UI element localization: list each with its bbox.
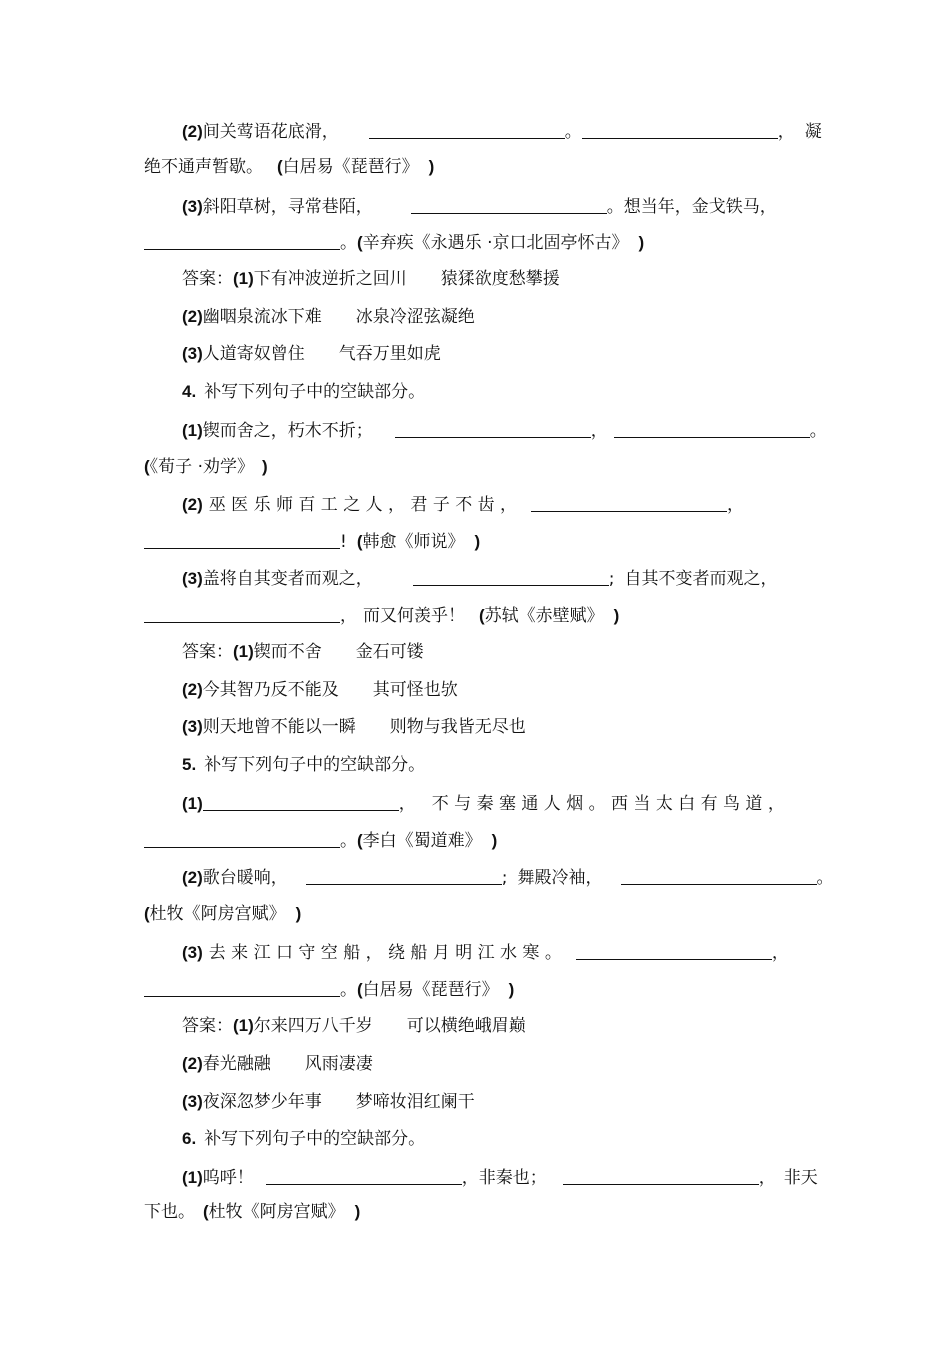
q3-answer-3 <box>144 342 844 366</box>
punct: ， <box>590 421 608 441</box>
paren: ) <box>261 457 268 476</box>
question-number: 5. <box>182 755 197 774</box>
fill-blank[interactable] <box>563 1167 759 1185</box>
punct: ， <box>777 122 795 142</box>
fill-blank[interactable] <box>144 531 340 549</box>
paren: ( <box>203 1202 209 1221</box>
item-text: 舞殿冷袖， <box>517 868 603 888</box>
fill-blank[interactable] <box>621 867 817 885</box>
q4-item2-line2 <box>144 529 806 554</box>
item-number: (3) <box>182 943 203 962</box>
item-text: 非秦也； <box>478 1168 547 1188</box>
q5-item1-line2 <box>144 828 806 853</box>
fill-blank[interactable] <box>369 121 565 139</box>
punct: ， <box>727 495 745 515</box>
q5-item3-line1 <box>144 940 844 965</box>
item-text: 想当年，金戈铁马， <box>623 197 777 217</box>
answer-text: 幽咽泉流冰下难 冰泉冷涩弦凝绝 <box>202 307 475 327</box>
punct: ， <box>461 1168 479 1188</box>
question-number: 4. <box>182 382 197 401</box>
q3-answer-1 <box>144 267 844 291</box>
answer-text: 则天地曾不能以一瞬 则物与我皆无尽也 <box>202 717 526 737</box>
paren: ( <box>356 532 363 551</box>
question-title: 补写下列句子中的空缺部分。 <box>204 755 426 775</box>
q6-item1-line2 <box>144 1200 806 1224</box>
item-number: (2) <box>182 122 203 141</box>
q4-item2-line1 <box>144 492 844 517</box>
q4-answer-2 <box>144 678 844 702</box>
q4-item3-line1 <box>144 566 844 591</box>
paren: ) <box>508 980 515 999</box>
fill-blank[interactable] <box>144 605 340 623</box>
q4-answer-3 <box>144 715 844 739</box>
source-citation: 李白《蜀道难》 <box>362 831 482 851</box>
source-citation: 杜牧《阿房宫赋》 <box>149 904 286 924</box>
item-number: (1) <box>182 421 203 440</box>
punct: ; <box>501 868 508 888</box>
item-number: (1) <box>233 269 254 288</box>
fill-blank[interactable] <box>144 830 340 848</box>
item-number: (3) <box>182 1092 203 1111</box>
paren: ( <box>144 457 150 476</box>
paren: ( <box>357 831 363 850</box>
punct: ; <box>608 569 615 589</box>
item-text: 盖将自其变者而观之， <box>202 569 373 589</box>
fill-blank[interactable] <box>614 420 810 438</box>
q5-heading <box>144 753 844 777</box>
paren: ) <box>295 904 302 923</box>
punct: 。 <box>340 980 357 1000</box>
q4-item3-line2 <box>144 603 806 628</box>
q5-answer-1 <box>144 1014 844 1038</box>
paren: ) <box>354 1202 361 1221</box>
item-text: 锲而舍之，朽木不折； <box>202 421 373 441</box>
source-citation: 杜牧《阿房宫赋》 <box>208 1202 345 1222</box>
punct: 。 <box>606 197 624 217</box>
item-text: 自其不变者而观之， <box>624 569 778 589</box>
source-citation: 《荀子 ·劝学》 <box>149 457 254 477</box>
answer-text: 今其智乃反不能及 其可怪也欤 <box>202 680 458 700</box>
question-number: 6. <box>182 1129 197 1148</box>
source-citation: 韩愈《师说》 <box>362 532 465 552</box>
paren: ( <box>357 980 363 999</box>
item-number: (1) <box>233 642 254 661</box>
fill-blank[interactable] <box>395 420 591 438</box>
fill-blank[interactable] <box>266 1167 462 1185</box>
q6-heading <box>144 1127 844 1151</box>
item-number: (2) <box>182 680 203 699</box>
item-number: (1) <box>182 794 203 813</box>
q4-item1-line1 <box>144 418 844 443</box>
q6-item1-line1 <box>144 1165 844 1190</box>
q3-item3-line2 <box>144 230 806 255</box>
q5-item1-line1 <box>144 791 844 816</box>
answer-text: 下有冲波逆折之回川 猿猱欲度愁攀援 <box>253 269 560 289</box>
punct: ! <box>340 532 347 552</box>
item-text: 呜呼！ <box>202 1168 254 1188</box>
item-text: 去 来 江 口 守 空 船 ， 绕 船 月 明 江 水 寒 。 <box>208 943 562 963</box>
question-title: 补写下列句子中的空缺部分。 <box>204 382 426 402</box>
fill-blank[interactable] <box>582 121 778 139</box>
answer-label: 答案： <box>182 642 233 662</box>
fill-blank[interactable] <box>144 979 340 997</box>
paren: ( <box>357 233 363 252</box>
punct: 。 <box>340 233 357 253</box>
question-title: 补写下列句子中的空缺部分。 <box>204 1129 426 1149</box>
punct: ， <box>758 1168 776 1188</box>
paren: ) <box>613 606 620 625</box>
q5-answer-3 <box>144 1090 844 1114</box>
answer-text: 春光融融 风雨凄凄 <box>202 1054 373 1074</box>
q4-answer-1 <box>144 640 844 664</box>
q4-heading <box>144 380 844 404</box>
fill-blank[interactable] <box>203 793 399 811</box>
q4-item1-line2 <box>144 455 806 479</box>
paren: ( <box>479 606 485 625</box>
item-text: 斜阳草树，寻常巷陌， <box>202 197 373 217</box>
answer-label: 答案： <box>182 269 233 289</box>
fill-blank[interactable] <box>306 867 502 885</box>
item-number: (1) <box>233 1016 254 1035</box>
q3-item3-line1 <box>144 194 844 219</box>
item-number: (1) <box>182 1168 203 1187</box>
item-text: 非天 <box>783 1168 818 1188</box>
q5-item2-line1 <box>144 865 844 890</box>
punct: ， <box>340 606 357 626</box>
q5-answer-2 <box>144 1052 844 1076</box>
item-number: (3) <box>182 717 203 736</box>
answer-text: 尔来四万八千岁 可以横绝峨眉巅 <box>253 1016 526 1036</box>
item-text: 绝不通声暂歇。 <box>144 157 263 177</box>
fill-blank[interactable] <box>576 942 772 960</box>
item-text: 而又何羡乎！ <box>363 606 465 626</box>
paren: ) <box>428 157 435 176</box>
punct: ， <box>398 794 416 814</box>
punct: 。 <box>809 421 827 441</box>
item-number: (2) <box>182 307 203 326</box>
fill-blank[interactable] <box>411 196 607 214</box>
q3-item2-line2 <box>144 155 806 179</box>
item-text: 凝 <box>804 122 822 142</box>
fill-blank[interactable] <box>531 494 727 512</box>
fill-blank[interactable] <box>144 232 340 250</box>
paren: ) <box>491 831 498 850</box>
q3-item2-line1 <box>144 119 844 144</box>
q5-item3-line2 <box>144 977 806 1002</box>
punct: ， <box>771 943 789 963</box>
item-number: (2) <box>182 868 203 887</box>
item-text: 下也。 <box>144 1202 195 1222</box>
item-text: 巫 医 乐 师 百 工 之 人 ， 君 子 不 齿 ， <box>208 495 518 515</box>
answer-text: 人道寄奴曾住 气吞万里如虎 <box>202 344 441 364</box>
source-citation: 白居易《琵琶行》 <box>362 980 499 1000</box>
source-citation: 苏轼《赤壁赋》 <box>484 606 604 626</box>
answer-label: 答案： <box>182 1016 233 1036</box>
paren: ) <box>638 233 645 252</box>
item-number: (3) <box>182 569 203 588</box>
item-number: (3) <box>182 344 203 363</box>
paren: ( <box>277 157 283 176</box>
answer-text: 锲而不舍 金石可镂 <box>253 642 424 662</box>
item-text: 间关莺语花底滑， <box>202 122 339 142</box>
item-number: (3) <box>182 197 203 216</box>
q5-item2-line2 <box>144 902 806 926</box>
item-text: 歌台暖响， <box>202 868 288 888</box>
paren: ( <box>144 904 150 923</box>
answer-text: 夜深忽梦少年事 梦啼妆泪红阑干 <box>202 1092 475 1112</box>
item-number: (2) <box>182 1054 203 1073</box>
punct: 。 <box>816 868 834 888</box>
paren: ) <box>474 532 481 551</box>
q3-answer-2 <box>144 305 844 329</box>
item-number: (2) <box>182 495 203 514</box>
item-text: 不 与 秦 塞 通 人 烟 。 西 当 太 白 有 鸟 道 ， <box>431 794 785 814</box>
fill-blank[interactable] <box>413 568 609 586</box>
source-citation: 白居易《琵琶行》 <box>282 157 419 177</box>
punct: 。 <box>564 122 582 142</box>
source-citation: 辛弃疾《永遇乐 ·京口北固亭怀古》 <box>362 233 629 253</box>
punct: 。 <box>340 831 357 851</box>
